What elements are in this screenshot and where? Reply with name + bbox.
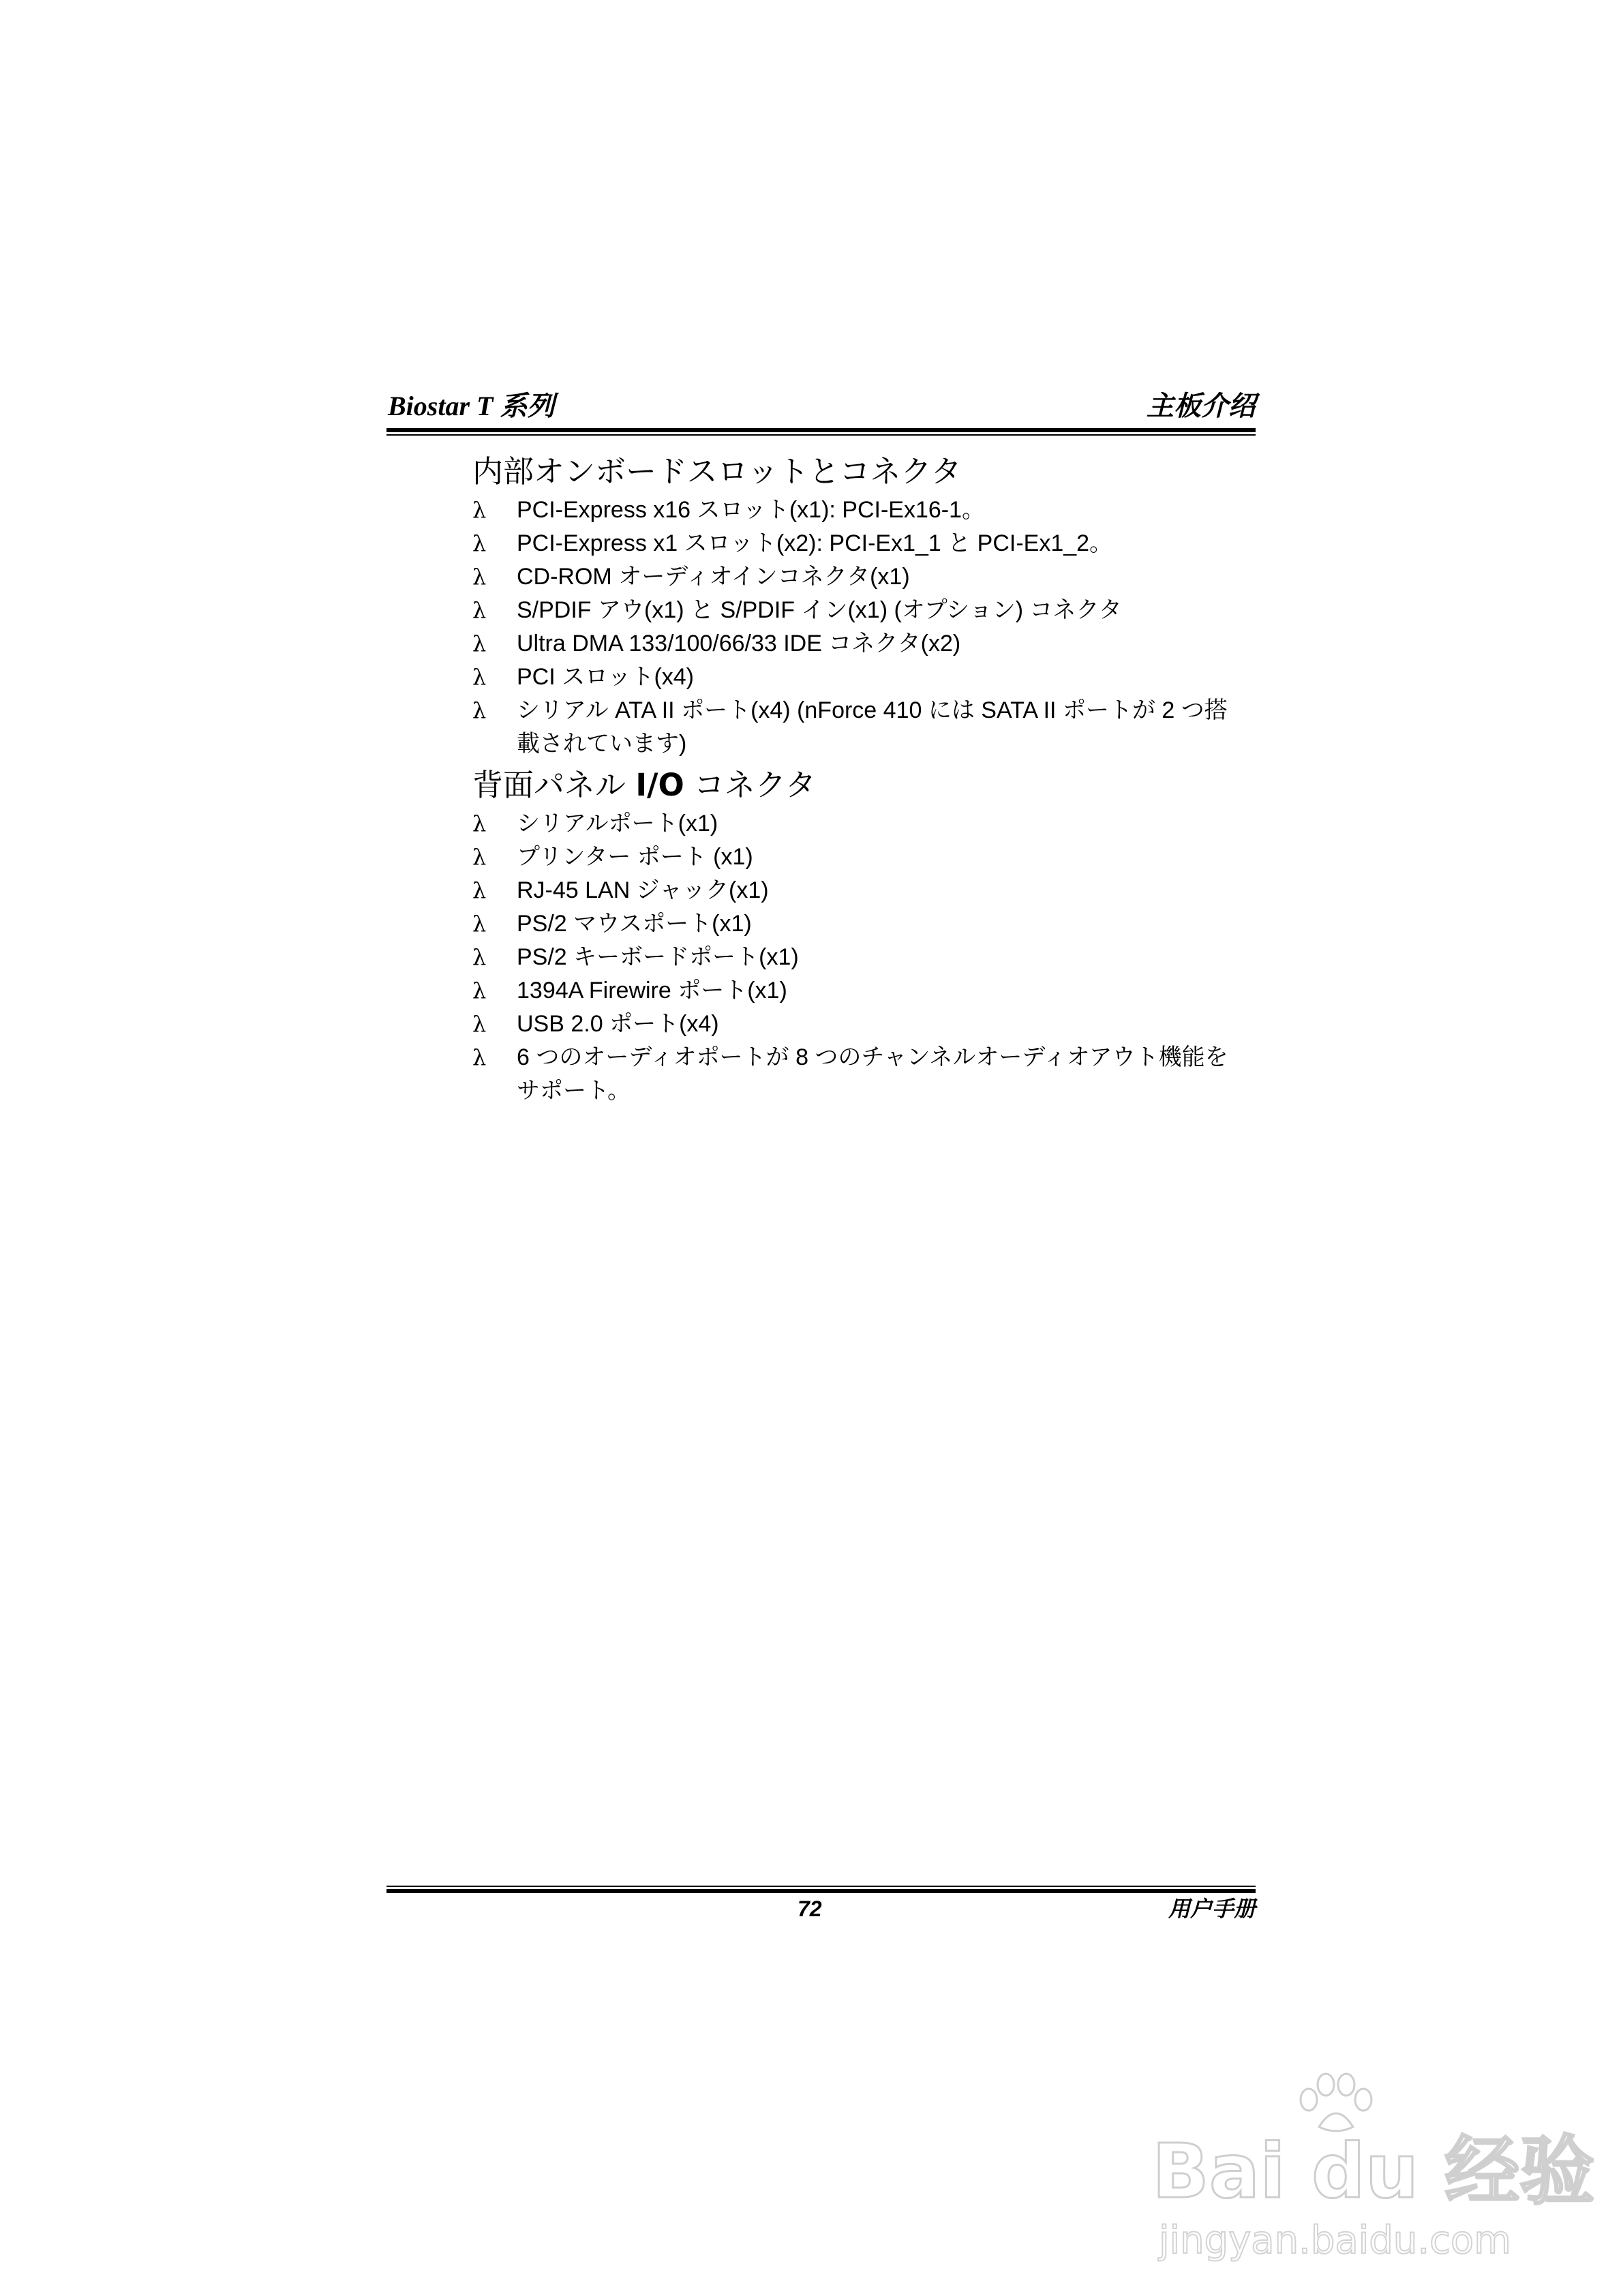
section-heading-rear-panel [472,764,1243,807]
list-item-text: PCI スロット(x4) [517,664,694,690]
list-item-text: S/PDIF アウ(x1) と S/PDIF イン(x1) (オプション) コネクタ [517,597,1122,623]
list-item-text: CD-ROM オーディオインコネクタ(x1) [517,564,910,590]
header-chapter-title: 主板介绍 [1147,390,1256,422]
page-body [472,450,1243,1111]
list-item [472,874,1241,907]
list-item [472,627,1241,661]
lambda-bullet-icon: λ [472,564,487,590]
list-item-text: 1394A Firewire ポート(x1) [517,978,787,1003]
footer-rule-thin [386,1886,1256,1887]
lambda-bullet-icon: λ [472,631,487,656]
list-item [472,560,1241,594]
list-item [472,974,1241,1008]
list-item-text: Ultra DMA 133/100/66/33 IDE コネクタ(x2) [517,631,961,656]
lambda-bullet-icon: λ [472,497,487,523]
watermark-brand: Bai du 经验 [1152,2128,1595,2215]
header-rule-thin [386,434,1256,436]
list-item [472,527,1241,560]
section-heading-internal-connectors: 内部オンボードスロットとコネクタ [472,453,962,489]
header-series-title: Biostar T 系列 [388,391,555,421]
lambda-bullet-icon: λ [472,911,487,937]
lambda-bullet-icon: λ [472,597,487,623]
list-item-text: PS/2 キーボードポート(x1) [517,944,799,970]
list-item-text: PS/2 マウスポート(x1) [517,911,752,937]
list-item-text: PCI-Express x16 スロット(x1): PCI-Ex16-1。 [517,497,986,523]
lambda-bullet-icon: λ [472,1011,487,1037]
list-item [472,594,1241,627]
lambda-bullet-icon: λ [472,1044,487,1070]
list-item-text: USB 2.0 ポート(x4) [517,1011,719,1037]
lambda-bullet-icon: λ [472,697,487,723]
baidu-paw-icon [1295,2072,1377,2134]
heading-prefix: 背面パネル [472,767,636,803]
list-item [472,807,1241,841]
rear-panel-connector-list [472,807,1243,1108]
list-item-text: プリンター ポート (x1) [517,844,753,870]
list-item [472,907,1241,941]
list-item [472,1008,1241,1041]
list-item [472,694,1241,761]
lambda-bullet-icon: λ [472,877,487,903]
list-item-text: シリアルポート(x1) [517,811,718,836]
lambda-bullet-icon: λ [472,811,487,836]
footer-manual-title: 用户手册 [1168,1896,1256,1922]
list-item-text: シリアル ATA II ポート(x4) (nForce 410 には SATA II ポートが 2 つ搭載されています) [517,697,1228,757]
list-item [472,841,1241,874]
list-item-text: PCI-Express x1 スロット(x2): PCI-Ex1_1 と PCI-Ex1_2。 [517,530,1113,556]
list-item [472,1041,1241,1108]
page-header [386,386,1256,427]
header-rule [386,428,1256,432]
lambda-bullet-icon: λ [472,944,487,970]
list-item [472,941,1241,974]
watermark-url: jingyan.baidu.com [1159,2218,1511,2263]
lambda-bullet-icon: λ [472,664,487,690]
page-number: 72 [798,1897,822,1921]
baidu-watermark [1152,2072,1595,2270]
lambda-bullet-icon: λ [472,530,487,556]
heading-suffix: コネクタ [684,767,817,803]
internal-connector-list [472,494,1243,761]
list-item [472,494,1241,527]
lambda-bullet-icon: λ [472,844,487,870]
lambda-bullet-icon: λ [472,978,487,1003]
list-item [472,661,1241,694]
list-item-text: 6 つのオーディオポートが 8 つのチャンネルオーディオアウト機能をサポート。 [517,1044,1228,1104]
list-item-text: RJ-45 LAN ジャック(x1) [517,877,769,903]
heading-io: I/O [635,767,684,803]
